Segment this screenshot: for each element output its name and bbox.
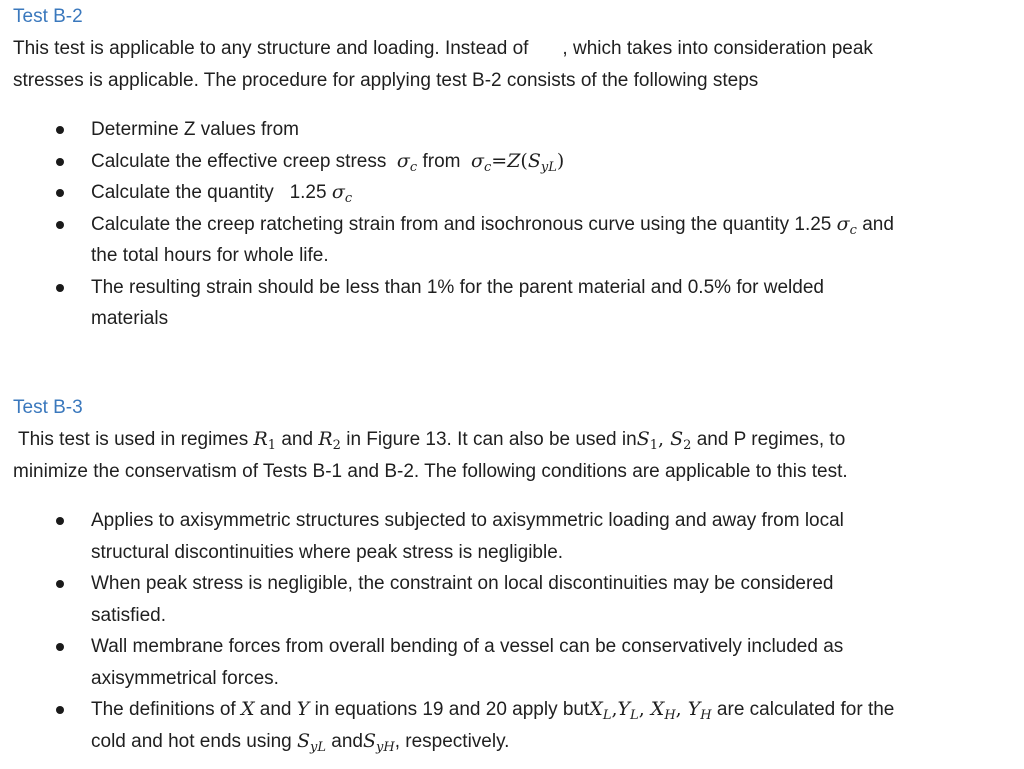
condition-label: in equations 19 and 20 apply but bbox=[314, 699, 590, 720]
condition-text: When peak stress is negligible, the constraint on local discontinuities may be considered bbox=[91, 573, 834, 594]
condition-text: satisfied. bbox=[91, 604, 166, 626]
list-item bbox=[0, 146, 1024, 178]
condition-text: Wall membrane forces from overall bending of a vessel can be conservatively included as bbox=[91, 636, 844, 657]
x-symbol: X bbox=[240, 698, 255, 720]
step-text: The resulting strain should be less than 1% for the parent material and 0.5% for welded bbox=[91, 276, 824, 298]
sigma-c-symbol: $\sigma_c$ bbox=[331, 181, 353, 206]
test-b3-conditions-list bbox=[0, 505, 1024, 757]
list-item bbox=[0, 114, 1024, 146]
list-item bbox=[0, 694, 1024, 757]
list-item bbox=[0, 272, 1024, 335]
condition-text: axisymmetrical forces. bbox=[91, 667, 279, 689]
condition-text: structural discontinuities where peak stress is negligible. bbox=[91, 541, 564, 563]
step-label: from bbox=[422, 150, 461, 172]
condition-label: and bbox=[331, 730, 363, 752]
condition-label: cold and hot ends using bbox=[91, 730, 292, 752]
list-item bbox=[0, 568, 1024, 631]
intro-text: in Figure 13. It can also be used in bbox=[346, 429, 637, 450]
condition-text bbox=[91, 726, 1024, 758]
condition-label: are calculated for the bbox=[716, 699, 895, 720]
test-b3-intro bbox=[13, 424, 1013, 487]
bullet-icon bbox=[56, 284, 64, 292]
step-label: and bbox=[862, 213, 894, 235]
test-b2-heading: Test B-2 bbox=[13, 6, 83, 27]
quantity-value: 1.25 bbox=[289, 182, 327, 203]
xl-yl-xh-yh-symbols: $X_L,Y_L$, $X_H$, $Y_H$ bbox=[589, 698, 712, 723]
list-item bbox=[0, 505, 1024, 568]
step-label: Calculate the quantity bbox=[91, 182, 274, 203]
intro-text: , which takes into consideration peak bbox=[562, 38, 873, 59]
bullet-icon bbox=[56, 221, 64, 229]
list-item bbox=[0, 631, 1024, 694]
test-b2-intro-line-1 bbox=[13, 33, 1013, 65]
syl-symbol: $S_{yL}$ bbox=[297, 729, 327, 755]
condition-text bbox=[91, 694, 1024, 726]
step-text bbox=[91, 177, 1024, 209]
intro-text: This test is used in regimes bbox=[18, 429, 249, 450]
list-item bbox=[0, 177, 1024, 209]
step-text bbox=[91, 209, 1024, 241]
condition-label: The definitions of bbox=[91, 699, 236, 720]
condition-label: and bbox=[259, 699, 292, 720]
bullet-icon bbox=[56, 126, 64, 134]
condition-label: , respectively. bbox=[394, 730, 510, 752]
bullet-icon bbox=[56, 189, 64, 197]
intro-text: and P regimes, to bbox=[696, 429, 846, 450]
intro-text: and bbox=[281, 429, 314, 450]
step-text: the total hours for whole life. bbox=[91, 245, 329, 266]
bullet-icon bbox=[56, 158, 64, 166]
step-text bbox=[91, 146, 1024, 178]
intro-text: This test is applicable to any structure and loading. Instead of bbox=[13, 38, 529, 59]
test-b3-intro-line-2: minimize the conservatism of Tests B-1 and B-2. The following conditions are applicable to this test. bbox=[13, 460, 848, 482]
bullet-icon bbox=[56, 580, 64, 588]
test-b2-intro-line-2: stresses is applicable. The procedure for applying test B-2 consists of the following steps bbox=[13, 69, 759, 91]
bullet-icon bbox=[56, 706, 64, 714]
creep-stress-equation: $\sigma_c=Z(S_{yL})$ bbox=[471, 149, 565, 175]
r1-symbol: $R_1$ bbox=[253, 428, 277, 453]
step-label: Calculate the creep ratcheting strain from and isochronous curve using the quantity 1.25 bbox=[91, 213, 832, 235]
condition-text: Applies to axisymmetric structures subjected to axisymmetric loading and away from local bbox=[91, 510, 844, 531]
sigma-c-symbol: $\sigma_c$ bbox=[396, 149, 418, 175]
test-b2-steps-list bbox=[0, 114, 1024, 335]
list-item bbox=[0, 209, 1024, 272]
syh-symbol: $S_{yH}$ bbox=[363, 729, 395, 755]
bullet-icon bbox=[56, 643, 64, 651]
sigma-c-symbol: $\sigma_c$ bbox=[836, 212, 857, 238]
step-label: Calculate the effective creep stress bbox=[91, 150, 387, 172]
test-b3-heading: Test B-3 bbox=[13, 397, 83, 418]
test-b2-intro bbox=[13, 33, 1013, 96]
step-text: Determine Z values from bbox=[91, 119, 300, 140]
step-text: materials bbox=[91, 308, 169, 329]
test-b3-intro-line-1 bbox=[13, 424, 1013, 456]
r2-symbol: $R_2$ bbox=[318, 428, 341, 453]
s1-s2-symbols: $S_1$, $S_2$ bbox=[636, 428, 692, 453]
bullet-icon bbox=[56, 517, 64, 525]
y-symbol: Y bbox=[296, 698, 310, 720]
